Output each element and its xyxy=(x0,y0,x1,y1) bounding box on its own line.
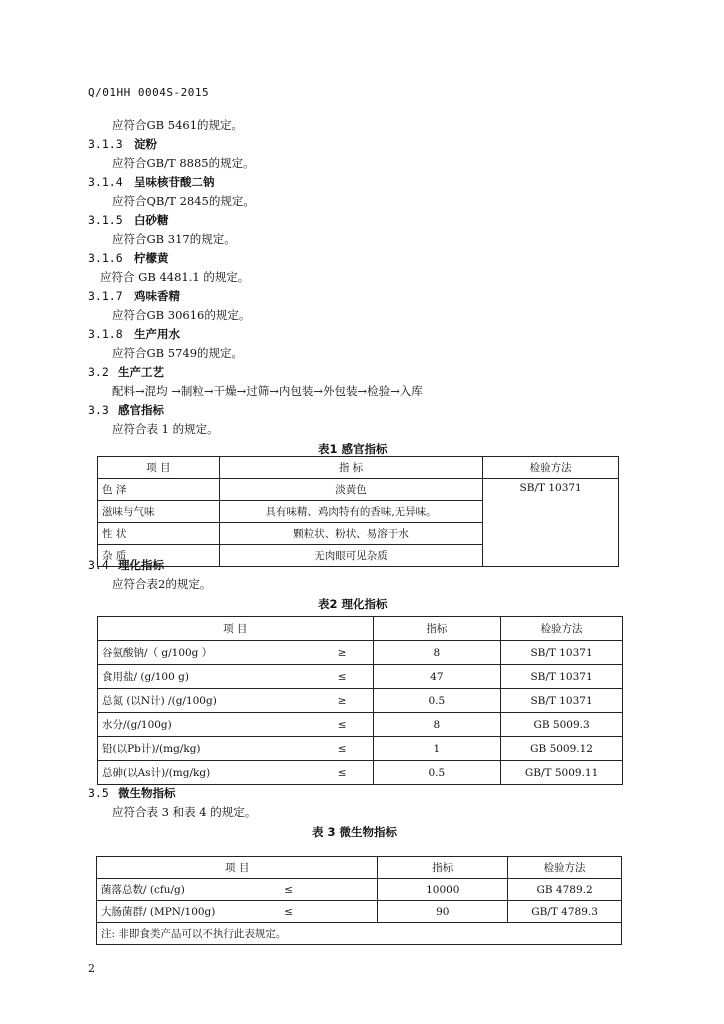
sensory-table xyxy=(97,456,619,567)
table-cell-value: 10000 xyxy=(378,879,508,901)
standard-code-header: Q/01HH 0004S-2015 xyxy=(88,86,210,99)
section-title: 白砂糖 xyxy=(134,213,169,227)
table-cell-method: GB 4789.2 xyxy=(508,879,622,901)
body-line: 应符合表 1 的规定。 xyxy=(112,422,219,436)
table-cell-value: 0.5 xyxy=(373,689,501,713)
table-cell-value: 0.5 xyxy=(373,761,501,785)
table-header-cell: 指 标 xyxy=(219,457,483,479)
section-heading xyxy=(88,289,180,303)
section-title: 微生物指标 xyxy=(118,786,176,800)
section-heading xyxy=(88,365,164,379)
table-cell-item: 滋味与气味 xyxy=(98,501,220,523)
section-heading xyxy=(88,327,180,341)
section-number: 3.1.6 xyxy=(88,251,123,265)
table-cell-item: 色 泽 xyxy=(98,479,220,501)
section-number: 3.1.3 xyxy=(88,137,123,151)
table-cell-method: GB 5009.3 xyxy=(501,713,623,737)
table2-caption: 表2 理化指标 xyxy=(318,597,388,611)
table-cell-item: 谷氨酸钠/（ g/100g ） xyxy=(98,641,300,665)
table-cell-symbol: ≥ xyxy=(299,641,373,665)
table-header-cell: 检验方法 xyxy=(483,457,619,479)
table-row xyxy=(98,761,623,785)
section-number: 3.1.8 xyxy=(88,327,123,341)
table-header-cell: 检验方法 xyxy=(501,617,623,641)
table-cell-method: GB 5009.12 xyxy=(501,737,623,761)
table-cell-item: 性 状 xyxy=(98,523,220,545)
table-cell-value: 47 xyxy=(373,665,501,689)
table-header-cell: 检验方法 xyxy=(508,857,622,879)
table-cell-item: 大肠菌群/ (MPN/100g) xyxy=(97,901,281,923)
body-line: 应符合GB 5461的规定。 xyxy=(112,118,244,132)
table-cell-symbol: ≥ xyxy=(299,689,373,713)
table-cell-item: 铅(以Pb计)/(mg/kg) xyxy=(98,737,300,761)
table-note: 注: 非即食类产品可以不执行此表规定。 xyxy=(97,923,622,945)
table-cell-value: 8 xyxy=(373,641,501,665)
section-heading xyxy=(88,786,176,800)
table-row xyxy=(97,879,622,901)
section-number: 3.1.4 xyxy=(88,175,123,189)
table-cell-value: 无肉眼可见杂质 xyxy=(219,545,483,567)
microbial-table xyxy=(96,856,622,945)
table-row xyxy=(98,479,619,501)
section-number: 3.2 xyxy=(88,365,109,379)
table-cell-value: 具有味精、鸡肉特有的香味,无异味。 xyxy=(219,501,483,523)
section-heading xyxy=(88,558,164,572)
table-cell-symbol: ≤ xyxy=(299,713,373,737)
table1-caption: 表1 感官指标 xyxy=(318,442,388,456)
table-cell-item: 杂 质 xyxy=(98,545,220,567)
body-line: 应符合 GB 4481.1 的规定。 xyxy=(100,270,250,284)
table-cell-method: SB/T 10371 xyxy=(483,479,619,567)
section-heading xyxy=(88,403,164,417)
table-header-row xyxy=(98,617,623,641)
table-cell-method: GB/T 5009.11 xyxy=(501,761,623,785)
body-line: 应符合表 3 和表 4 的规定。 xyxy=(112,805,257,819)
table-cell-value: 颗粒状、粉状、易溶于水 xyxy=(219,523,483,545)
table-header-cell: 项 目 xyxy=(97,857,378,879)
table-row xyxy=(98,713,623,737)
section-title: 呈味核苷酸二钠 xyxy=(134,175,215,189)
body-line: 应符合表2的规定。 xyxy=(112,577,212,591)
table-cell-value: 1 xyxy=(373,737,501,761)
table-header-cell: 项 目 xyxy=(98,457,220,479)
table3-caption: 表 3 微生物指标 xyxy=(312,825,398,839)
table-row xyxy=(98,641,623,665)
body-line: 应符合GB/T 8885的规定。 xyxy=(112,156,255,170)
section-heading xyxy=(88,213,169,227)
table-header-row xyxy=(97,857,622,879)
table-cell-method: SB/T 10371 xyxy=(501,689,623,713)
table-cell-symbol: ≤ xyxy=(299,665,373,689)
table-row xyxy=(98,665,623,689)
table-row xyxy=(97,901,622,923)
section-number: 3.4 xyxy=(88,558,109,572)
table-header-cell: 指标 xyxy=(378,857,508,879)
section-title: 柠檬黄 xyxy=(134,251,169,265)
table-cell-method: GB/T 4789.3 xyxy=(508,901,622,923)
section-title: 生产用水 xyxy=(134,327,180,341)
section-number: 3.1.5 xyxy=(88,213,123,227)
table-cell-value: 90 xyxy=(378,901,508,923)
table-cell-symbol: ≤ xyxy=(299,737,373,761)
table-cell-item: 水分/(g/100g) xyxy=(98,713,300,737)
table-cell-item: 总砷(以As计)/(mg/kg) xyxy=(98,761,300,785)
body-line: 应符合GB 317的规定。 xyxy=(112,232,236,246)
section-number: 3.1.7 xyxy=(88,289,123,303)
section-title: 感官指标 xyxy=(118,403,164,417)
table-cell-value: 8 xyxy=(373,713,501,737)
table-cell-value: 淡黄色 xyxy=(219,479,483,501)
page-number: 2 xyxy=(88,962,95,975)
table-header-cell: 指标 xyxy=(373,617,501,641)
table-note-row xyxy=(97,923,622,945)
section-heading xyxy=(88,137,157,151)
section-title: 鸡味香精 xyxy=(134,289,180,303)
section-title: 淀粉 xyxy=(134,137,157,151)
section-heading xyxy=(88,251,169,265)
table-cell-symbol: ≤ xyxy=(280,901,378,923)
section-number: 3.5 xyxy=(88,786,109,800)
table-cell-method: SB/T 10371 xyxy=(501,641,623,665)
table-cell-method: SB/T 10371 xyxy=(501,665,623,689)
section-heading xyxy=(88,175,215,189)
table-row xyxy=(98,737,623,761)
body-line: 应符合QB/T 2845的规定。 xyxy=(112,194,255,208)
section-number: 3.3 xyxy=(88,403,109,417)
table-header-row xyxy=(98,457,619,479)
table-row xyxy=(98,689,623,713)
table-cell-item: 菌落总数/ (cfu/g) xyxy=(97,879,281,901)
table-cell-symbol: ≤ xyxy=(299,761,373,785)
table-cell-symbol: ≤ xyxy=(280,879,378,901)
process-flow-line: 配料→混均 →制粒→干燥→过筛→内包装→外包装→检验→入库 xyxy=(112,384,423,398)
physicochemical-table xyxy=(97,616,623,785)
body-line: 应符合GB 30616的规定。 xyxy=(112,308,251,322)
section-title: 理化指标 xyxy=(118,558,164,572)
body-line: 应符合GB 5749的规定。 xyxy=(112,346,244,360)
table-cell-item: 食用盐/ (g/100 g) xyxy=(98,665,300,689)
table-header-cell: 项 目 xyxy=(98,617,374,641)
section-title: 生产工艺 xyxy=(118,365,164,379)
table-cell-item: 总氮 (以N计) /(g/100g) xyxy=(98,689,300,713)
